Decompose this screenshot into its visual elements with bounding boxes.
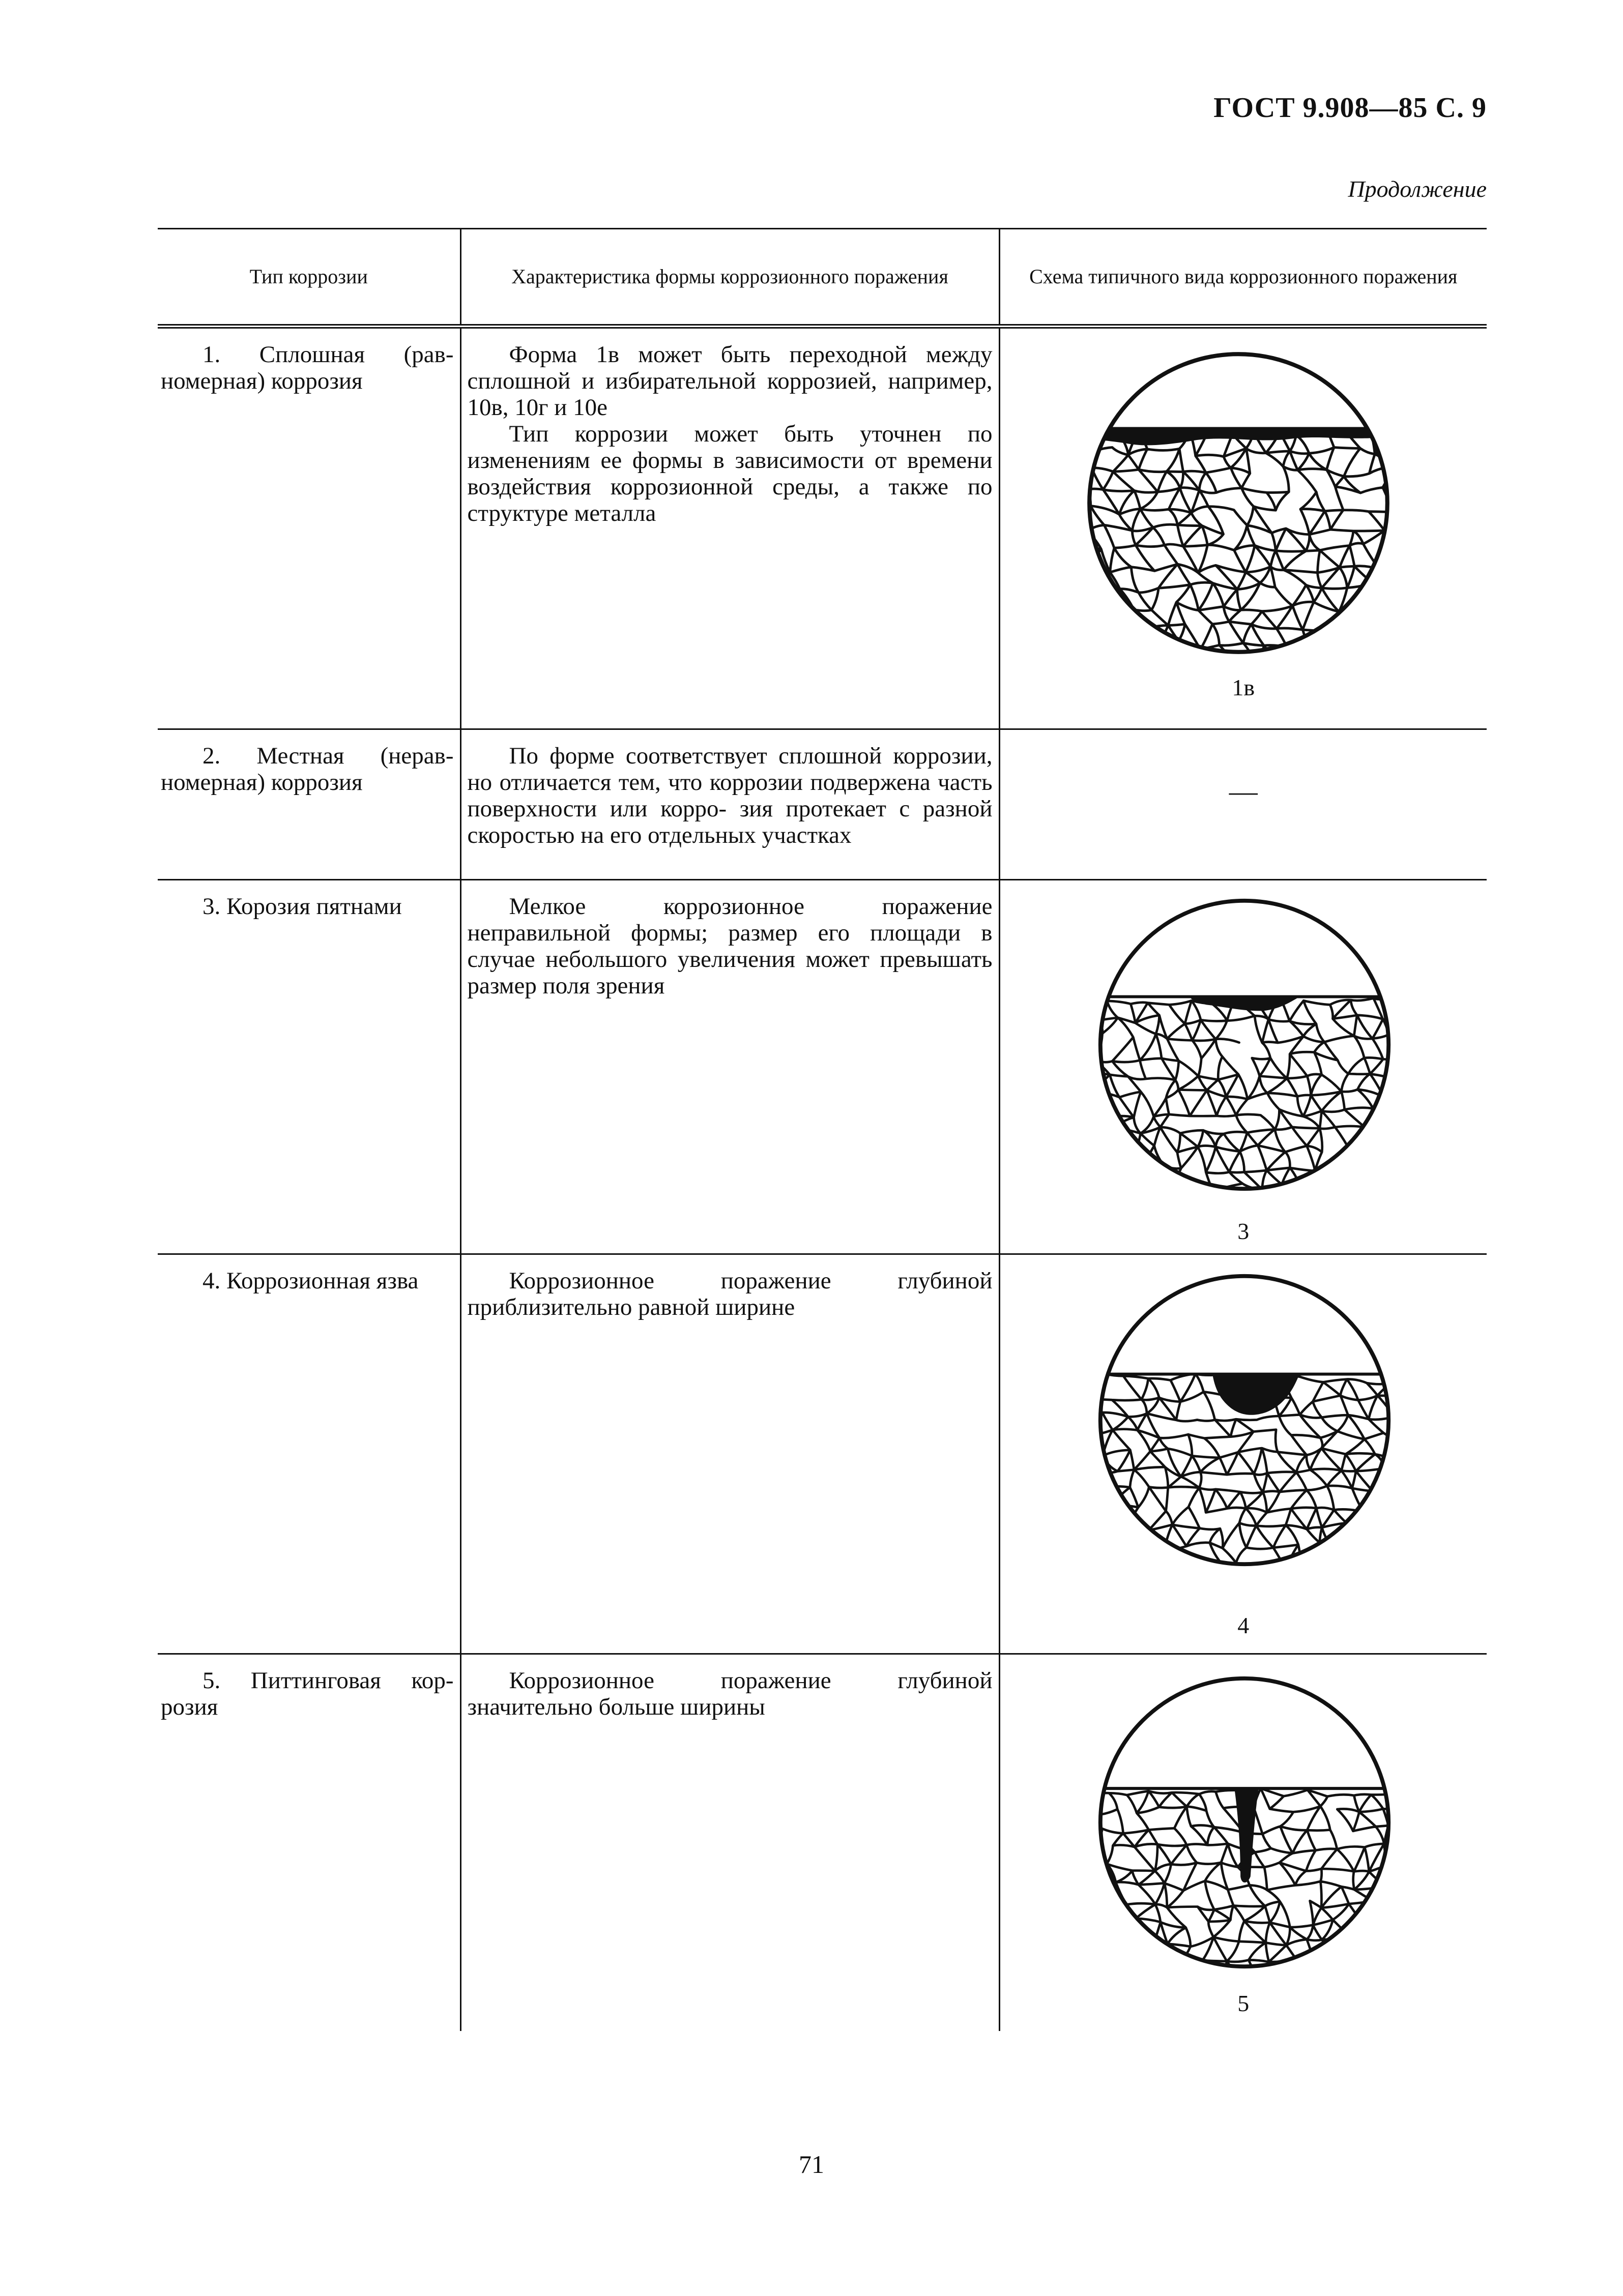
description-paragraph: Коррозионное поражение глубиной приблизительно равной ширине (467, 1268, 993, 1320)
table-row (158, 1654, 1487, 2032)
figure-label: 4 (1237, 1612, 1250, 1638)
table-row (158, 729, 1487, 880)
corrosion-type-name: 3. Корозия пятнами (202, 893, 402, 920)
corrosion-type-cell (158, 729, 460, 880)
corrosion-description-cell (460, 1254, 999, 1654)
corrosion-scheme-cell (999, 1254, 1487, 1654)
figure-label: 5 (1237, 1990, 1250, 2016)
document-code: ГОСТ 9.908—85 С. 9 (1213, 92, 1487, 124)
column-header-scheme: Схема типичного вида коррозионного поражения (999, 229, 1487, 327)
no-scheme-dash: — (1229, 776, 1258, 807)
column-header-type: Тип коррозии (158, 229, 460, 327)
corrosion-scheme-cell (999, 327, 1487, 729)
description-paragraph: Тип коррозии может быть уточнен по изменениям ее формы в зависимости от времени воздействия коррозионной среды, а также по структуре металла (467, 421, 993, 526)
page-number: 71 (799, 2150, 824, 2179)
description-paragraph: Форма 1в может быть переходной между сплошной и избирательной коррозией, например, 10в, 10г и 10е (467, 341, 993, 421)
ulcer-corrosion-micrograph-icon (1094, 1270, 1395, 1570)
corrosion-scheme-cell (999, 880, 1487, 1254)
corrosion-type-cell (158, 1254, 460, 1654)
spot-corrosion-micrograph-icon (1094, 895, 1395, 1195)
table-row (158, 1254, 1487, 1654)
corrosion-type-cell (158, 880, 460, 1254)
corrosion-type-cell (158, 327, 460, 729)
column-header-description: Характеристика формы коррозионного поражения (460, 229, 999, 327)
corrosion-type-name: 4. Коррозионная язва (202, 1268, 419, 1294)
table-row (158, 327, 1487, 729)
corrosion-description-cell (460, 729, 999, 880)
corrosion-type-name: 2. Местная (нерав- номерная) коррозия (161, 743, 454, 796)
table-row (158, 880, 1487, 1254)
corrosion-description-cell (460, 1654, 999, 2032)
description-paragraph: По форме соответствует сплошной коррозии, но отличается тем, что коррозии подвержена часть поверхности или корро- зия протекает с разной скоростью на его отдельных участках (467, 743, 993, 848)
corrosion-type-cell (158, 1654, 460, 2032)
corrosion-type-name: 5. Питтинговая кор- розия (161, 1667, 454, 1720)
figure-label: 1в (1232, 674, 1255, 700)
corrosion-scheme-cell (999, 729, 1487, 880)
table-header-row (158, 229, 1487, 327)
description-paragraph: Мелкое коррозионное поражение неправильной формы; размер его площади в случае небольшого увеличения может превышать размер поля зрения (467, 893, 993, 999)
corrosion-description-cell (460, 327, 999, 729)
corrosion-description-cell (460, 880, 999, 1254)
pitting-corrosion-micrograph-icon (1094, 1672, 1395, 1973)
continuation-label: Продолжение (1348, 176, 1487, 202)
uniform-corrosion-micrograph-icon (1083, 348, 1394, 658)
corrosion-type-name: 1. Сплошная (рав- номерная) коррозия (161, 341, 454, 394)
corrosion-types-table (158, 228, 1487, 2031)
description-paragraph: Коррозионное поражение глубиной значительно больше ширины (467, 1667, 993, 1720)
figure-label: 3 (1237, 1218, 1250, 1244)
corrosion-scheme-cell (999, 1654, 1487, 2032)
